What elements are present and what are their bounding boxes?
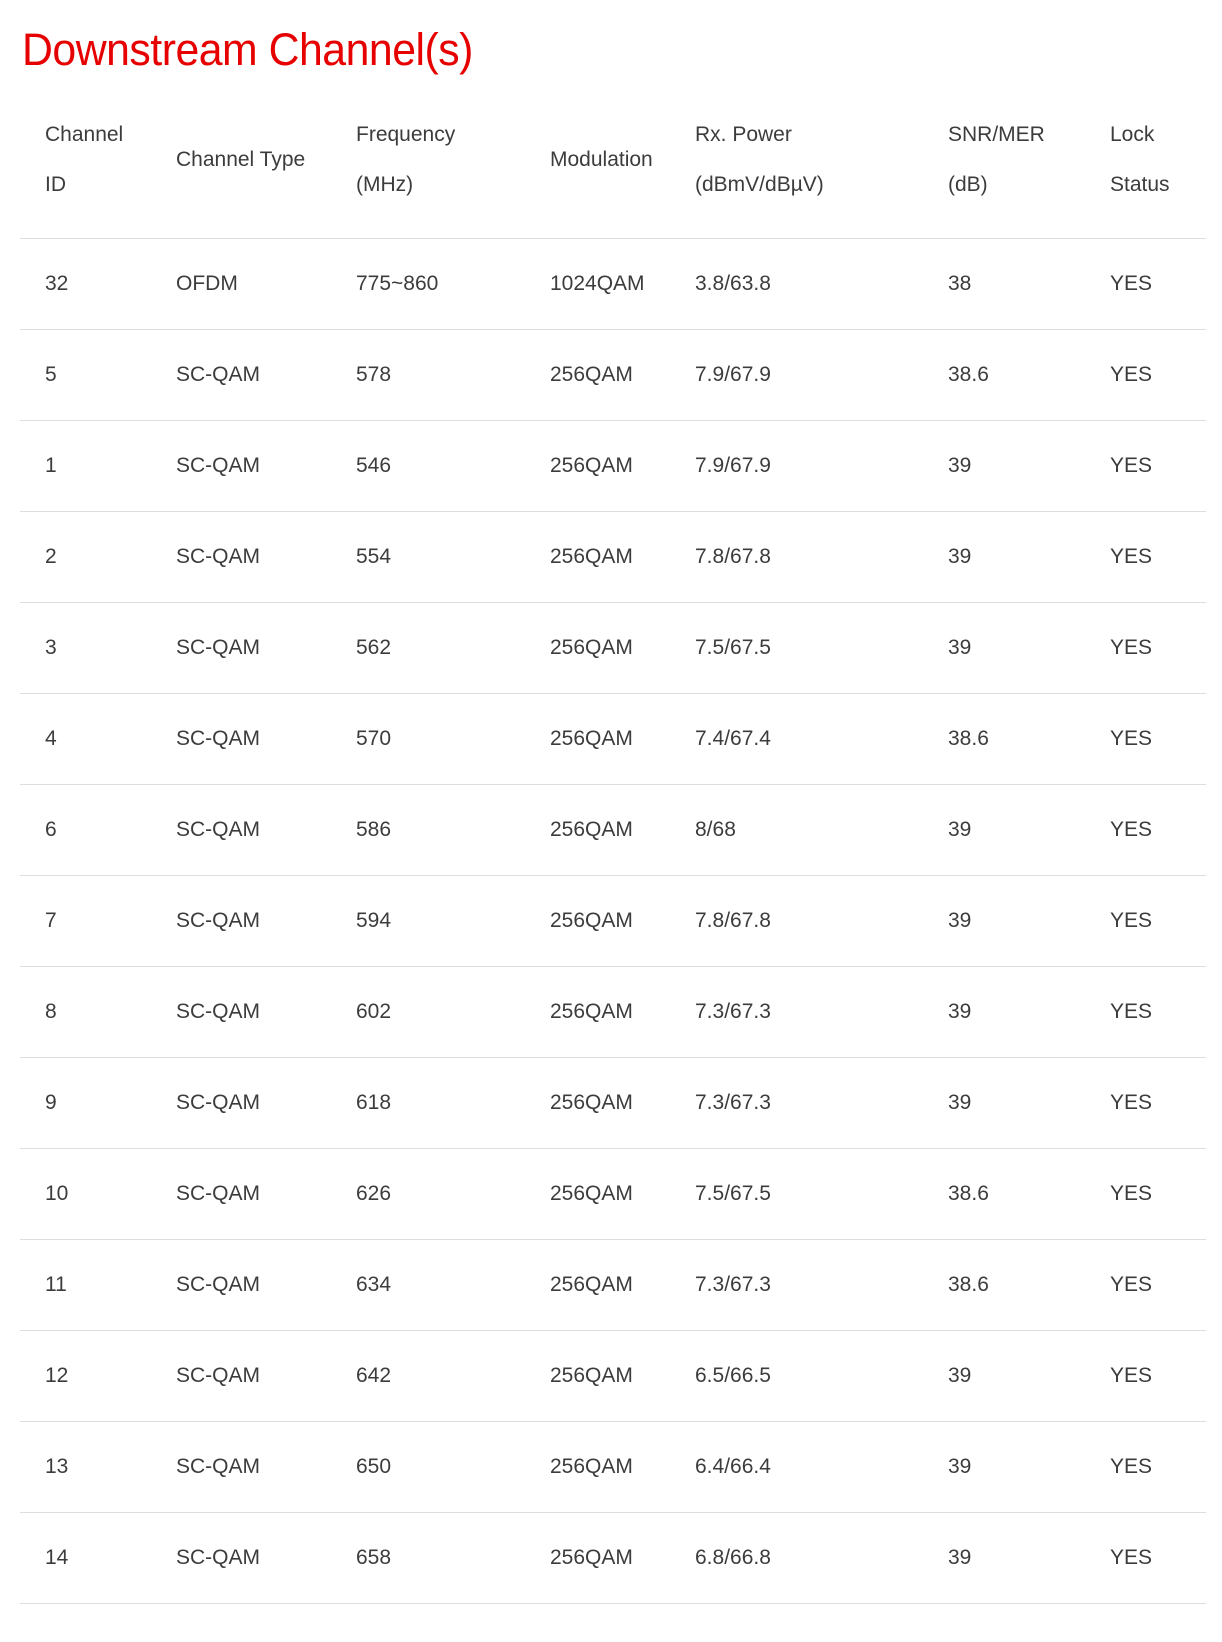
cell-lock-status: YES	[1085, 512, 1206, 603]
page-title: Downstream Channel(s)	[22, 24, 473, 75]
table-row	[20, 1149, 1206, 1240]
cell-snr-mer: 39	[923, 603, 1085, 694]
table-row	[20, 603, 1206, 694]
cell-frequency: 626	[331, 1149, 525, 1240]
cell-snr-mer: 39	[923, 421, 1085, 512]
cell-modulation: 256QAM	[525, 1422, 670, 1513]
cell-snr-mer: 39	[923, 512, 1085, 603]
cell-lock-status: YES	[1085, 1513, 1206, 1604]
cell-rx-power: 7.3/67.3	[670, 1058, 923, 1149]
cell-modulation: 256QAM	[525, 603, 670, 694]
table-row	[20, 1513, 1206, 1604]
table-row	[20, 239, 1206, 330]
column-header-line: Channel	[45, 123, 124, 146]
column-header-line: Rx. Power	[695, 123, 792, 146]
cell-modulation: 256QAM	[525, 1331, 670, 1422]
cell-modulation: 256QAM	[525, 785, 670, 876]
cell-rx-power: 6.8/66.8	[670, 1513, 923, 1604]
table-row	[20, 512, 1206, 603]
cell-rx-power: 7.8/67.8	[670, 876, 923, 967]
cell-lock-status: YES	[1085, 694, 1206, 785]
table-header	[20, 110, 1206, 239]
cell-rx-power: 7.9/67.9	[670, 330, 923, 421]
cell-channel-type: SC-QAM	[151, 967, 331, 1058]
cell-rx-power: 7.3/67.3	[670, 1240, 923, 1331]
cell-rx-power: 7.5/67.5	[670, 1149, 923, 1240]
cell-frequency: 602	[331, 967, 525, 1058]
cell-snr-mer: 39	[923, 876, 1085, 967]
cell-channel-type: SC-QAM	[151, 694, 331, 785]
cell-lock-status: YES	[1085, 1422, 1206, 1513]
cell-channel-type: OFDM	[151, 239, 331, 330]
cell-snr-mer: 38.6	[923, 330, 1085, 421]
cell-modulation: 1024QAM	[525, 239, 670, 330]
cell-lock-status: YES	[1085, 421, 1206, 512]
column-header-line: SNR/MER	[948, 123, 1045, 146]
cell-modulation: 256QAM	[525, 967, 670, 1058]
cell-frequency: 570	[331, 694, 525, 785]
cell-modulation: 256QAM	[525, 1513, 670, 1604]
cell-modulation: 256QAM	[525, 1240, 670, 1331]
column-header-line: (MHz)	[356, 173, 414, 196]
cell-lock-status: YES	[1085, 1331, 1206, 1422]
cell-modulation: 256QAM	[525, 330, 670, 421]
cell-channel-id: 13	[20, 1422, 151, 1513]
cell-lock-status: YES	[1085, 239, 1206, 330]
cell-snr-mer: 39	[923, 1422, 1085, 1513]
cell-frequency: 618	[331, 1058, 525, 1149]
column-header-line: Modulation	[550, 148, 653, 171]
cell-lock-status: YES	[1085, 785, 1206, 876]
table-row	[20, 694, 1206, 785]
cell-frequency: 594	[331, 876, 525, 967]
cell-rx-power: 7.5/67.5	[670, 603, 923, 694]
table-row	[20, 876, 1206, 967]
cell-rx-power: 6.5/66.5	[670, 1331, 923, 1422]
table-row	[20, 330, 1206, 421]
cell-channel-type: SC-QAM	[151, 1422, 331, 1513]
cell-frequency: 642	[331, 1331, 525, 1422]
cell-modulation: 256QAM	[525, 876, 670, 967]
table-row	[20, 421, 1206, 512]
cell-channel-type: SC-QAM	[151, 1513, 331, 1604]
cell-channel-id: 12	[20, 1331, 151, 1422]
cell-channel-type: SC-QAM	[151, 1149, 331, 1240]
column-header-rx-power	[670, 110, 923, 239]
cell-lock-status: YES	[1085, 876, 1206, 967]
cell-channel-type: SC-QAM	[151, 330, 331, 421]
cell-lock-status: YES	[1085, 967, 1206, 1058]
cell-frequency: 578	[331, 330, 525, 421]
column-header-line: Status	[1110, 173, 1170, 196]
table-row	[20, 1331, 1206, 1422]
cell-frequency: 546	[331, 421, 525, 512]
cell-channel-id: 3	[20, 603, 151, 694]
cell-rx-power: 7.4/67.4	[670, 694, 923, 785]
cell-channel-id: 6	[20, 785, 151, 876]
cell-lock-status: YES	[1085, 1240, 1206, 1331]
cell-snr-mer: 38.6	[923, 1240, 1085, 1331]
column-header-modulation	[525, 110, 670, 239]
cell-modulation: 256QAM	[525, 694, 670, 785]
column-header-snr-mer	[923, 110, 1085, 239]
cell-frequency: 554	[331, 512, 525, 603]
cell-channel-type: SC-QAM	[151, 876, 331, 967]
column-header-channel-type	[151, 110, 331, 239]
table-body	[20, 239, 1206, 1604]
table-row	[20, 967, 1206, 1058]
column-header-line: ID	[45, 173, 66, 196]
header-row	[20, 110, 1206, 239]
cell-channel-type: SC-QAM	[151, 603, 331, 694]
cell-channel-type: SC-QAM	[151, 785, 331, 876]
column-header-line: Lock	[1110, 123, 1155, 146]
cell-channel-type: SC-QAM	[151, 1058, 331, 1149]
cell-modulation: 256QAM	[525, 421, 670, 512]
cell-frequency: 562	[331, 603, 525, 694]
column-header-line: (dB)	[948, 173, 988, 196]
cell-modulation: 256QAM	[525, 1058, 670, 1149]
cell-channel-type: SC-QAM	[151, 1240, 331, 1331]
cell-modulation: 256QAM	[525, 512, 670, 603]
downstream-channels-page	[0, 25, 1222, 1604]
cell-channel-id: 7	[20, 876, 151, 967]
cell-frequency: 650	[331, 1422, 525, 1513]
cell-rx-power: 8/68	[670, 785, 923, 876]
cell-snr-mer: 39	[923, 1331, 1085, 1422]
cell-channel-id: 32	[20, 239, 151, 330]
cell-channel-type: SC-QAM	[151, 512, 331, 603]
cell-lock-status: YES	[1085, 603, 1206, 694]
column-header-line: (dBmV/dBµV)	[695, 173, 824, 196]
cell-lock-status: YES	[1085, 1058, 1206, 1149]
cell-snr-mer: 39	[923, 967, 1085, 1058]
table-row	[20, 1058, 1206, 1149]
cell-rx-power: 7.8/67.8	[670, 512, 923, 603]
cell-lock-status: YES	[1085, 330, 1206, 421]
cell-frequency: 658	[331, 1513, 525, 1604]
cell-lock-status: YES	[1085, 1149, 1206, 1240]
cell-frequency: 634	[331, 1240, 525, 1331]
table-row	[20, 1422, 1206, 1513]
column-header-line: Frequency	[356, 123, 456, 146]
cell-snr-mer: 38	[923, 239, 1085, 330]
table-row	[20, 1240, 1206, 1331]
table-row	[20, 785, 1206, 876]
cell-snr-mer: 39	[923, 1513, 1085, 1604]
cell-channel-id: 4	[20, 694, 151, 785]
cell-channel-id: 8	[20, 967, 151, 1058]
cell-modulation: 256QAM	[525, 1149, 670, 1240]
cell-snr-mer: 39	[923, 785, 1085, 876]
downstream-channels-table	[20, 110, 1206, 1604]
column-header-line: Channel Type	[176, 148, 306, 171]
cell-channel-id: 1	[20, 421, 151, 512]
column-header-lock-status	[1085, 110, 1206, 239]
cell-snr-mer: 38.6	[923, 1149, 1085, 1240]
cell-channel-type: SC-QAM	[151, 1331, 331, 1422]
cell-rx-power: 6.4/66.4	[670, 1422, 923, 1513]
cell-channel-id: 5	[20, 330, 151, 421]
cell-snr-mer: 39	[923, 1058, 1085, 1149]
cell-rx-power: 7.3/67.3	[670, 967, 923, 1058]
cell-channel-id: 9	[20, 1058, 151, 1149]
cell-snr-mer: 38.6	[923, 694, 1085, 785]
cell-rx-power: 7.9/67.9	[670, 421, 923, 512]
cell-channel-id: 10	[20, 1149, 151, 1240]
cell-rx-power: 3.8/63.8	[670, 239, 923, 330]
cell-channel-type: SC-QAM	[151, 421, 331, 512]
cell-channel-id: 2	[20, 512, 151, 603]
cell-frequency: 586	[331, 785, 525, 876]
cell-frequency: 775~860	[331, 239, 525, 330]
column-header-channel-id	[20, 110, 151, 239]
cell-channel-id: 14	[20, 1513, 151, 1604]
cell-channel-id: 11	[20, 1240, 151, 1331]
column-header-frequency	[331, 110, 525, 239]
